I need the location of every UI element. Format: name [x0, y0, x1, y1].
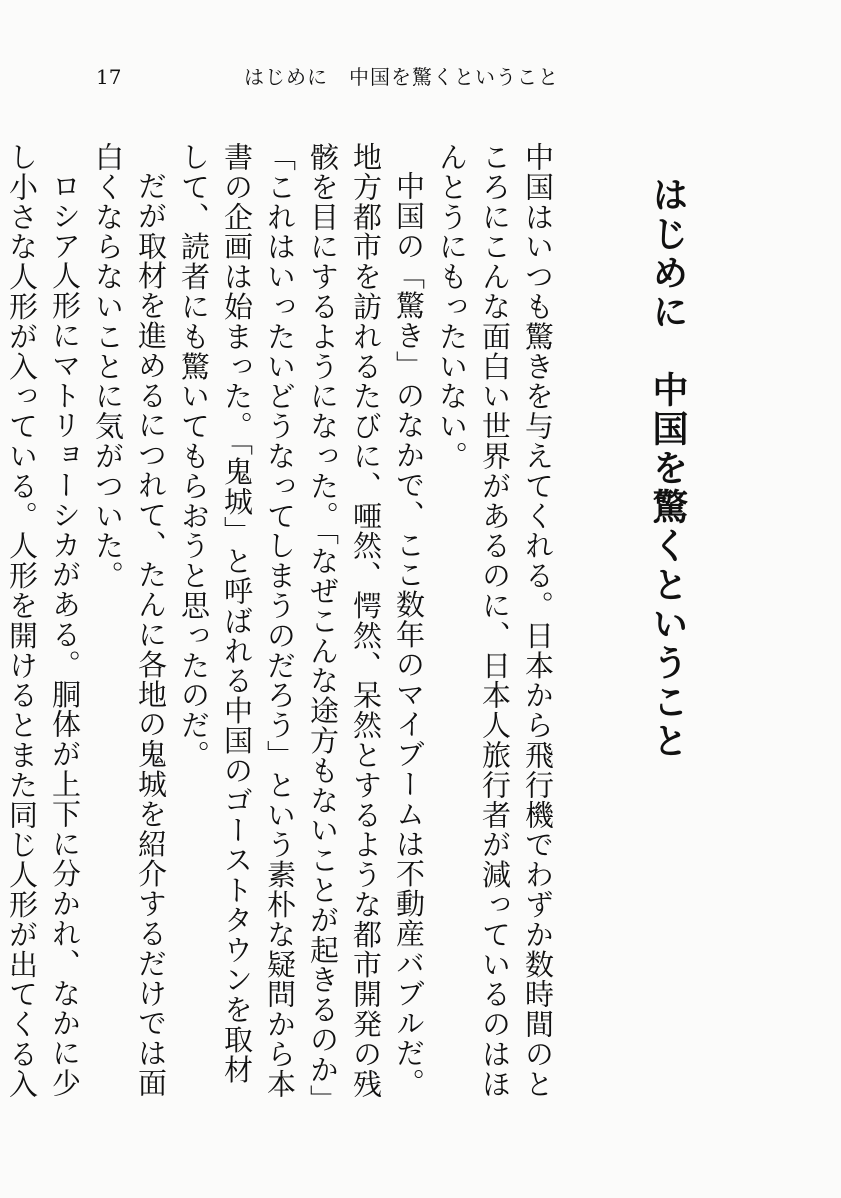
- paragraph: だが取材を進めるにつれて、たんに各地の鬼城を紹介するだけでは面白くならないことに気がついた。: [91, 142, 168, 1098]
- body-text: [0, 142, 559, 1102]
- running-title: はじめに 中国を驚くということ: [244, 65, 559, 89]
- paragraph: 中国の「驚き」のなかで、ここ数年のマイブームは不動産バブルだ。地方都市を訪れるたびに、唖然、愕然、呆然とするような都市開発の残骸を目にするようになった。「なぜこんな途方もないことが起きるのか」「これはいったいどうなってしまうのだろう」という素朴な疑問から本書の企画は始まった。「鬼城」と呼ばれる中国のゴーストタウンを取材して、読者にも驚いてもらおうと思ったのだ。: [177, 142, 426, 1100]
- chapter-title: はじめに 中国を驚くということ: [647, 176, 689, 761]
- paragraph: ロシア人形にマトリョーシカがある。胴体が上下に分かれ、なかに少し小さな人形が入っている。人形を開けるとまた同じ人形が出てくる入: [5, 142, 82, 1099]
- running-head: [96, 62, 559, 92]
- paragraph: 中国はいつも驚きを与えてくれる。日本から飛行機でわずか数時間のところにこんな面白い世界があるのに、日本人旅行者が減っているのはほんとうにもったいない。: [435, 142, 555, 1099]
- page-number: 17: [96, 65, 122, 89]
